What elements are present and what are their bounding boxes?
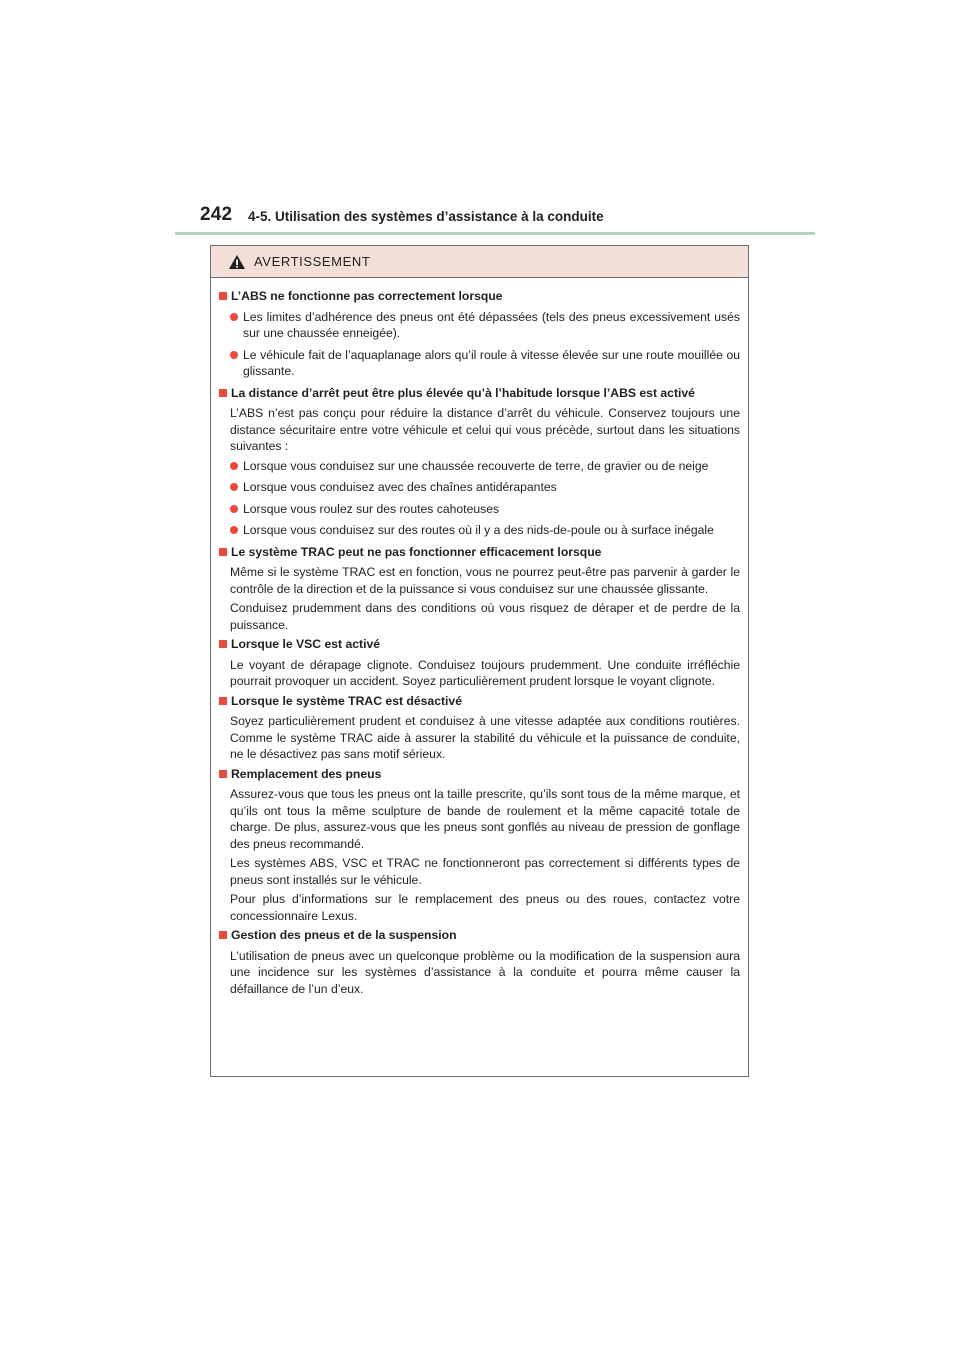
square-bullet-icon xyxy=(219,697,227,705)
circle-bullet-icon xyxy=(230,505,238,513)
circle-bullet-icon xyxy=(230,526,238,534)
warning-triangle-icon xyxy=(228,254,246,270)
section-heading: Lorsque le VSC est activé xyxy=(219,636,740,653)
section-heading: Lorsque le système TRAC est désactivé xyxy=(219,693,740,710)
section-vsc-active xyxy=(219,636,740,690)
warning-header xyxy=(211,246,748,278)
page-number: 242 xyxy=(200,204,233,225)
section-tire-replacement xyxy=(219,766,740,925)
section-title: 4-5. Utilisation des systèmes d’assistance à la conduite xyxy=(248,209,604,224)
paragraph: Soyez particulièrement prudent et conduisez à une vitesse adaptée aux conditions routières. Comme le système TRAC aide à assurer la stabilité du véhicule et la puissance de conduite, ne le désactivez pas sans motif sérieux. xyxy=(230,714,740,761)
page-header xyxy=(200,204,820,232)
section-heading: La distance d’arrêt peut être plus élevée qu’à l’habitude lorsque l’ABS est activé xyxy=(219,385,740,402)
section-heading: Gestion des pneus et de la suspension xyxy=(219,927,740,944)
circle-bullet-icon xyxy=(230,462,238,470)
list-item: Le véhicule fait de l’aquaplanage alors qu’il roule à vitesse élevée sur une route mouillée ou glissante. xyxy=(230,347,740,380)
list-item: Lorsque vous conduisez sur des routes où il y a des nids-de-poule ou à surface inégale xyxy=(230,522,740,539)
circle-bullet-icon xyxy=(230,483,238,491)
paragraph: L’ABS n’est pas conçu pour réduire la distance d’arrêt du véhicule. Conservez toujours une distance sécuritaire entre votre véhicule et celui qui vous précède, surtout dans les situations suivantes : xyxy=(230,406,740,453)
section-tire-suspension xyxy=(219,927,740,997)
warning-box xyxy=(210,245,749,1077)
paragraph: Les systèmes ABS, VSC et TRAC ne fonctionneront pas correctement si différents types de pneus sont installés sur le véhicule. xyxy=(230,856,740,887)
paragraph: Conduisez prudemment dans des conditions où vous risquez de déraper et de perdre de la puissance. xyxy=(230,601,740,632)
warning-body xyxy=(211,278,748,997)
list-item: Lorsque vous conduisez avec des chaînes antidérapantes xyxy=(230,479,740,496)
section-heading: Le système TRAC peut ne pas fonctionner efficacement lorsque xyxy=(219,544,740,561)
paragraph: Assurez-vous que tous les pneus ont la taille prescrite, qu’ils sont tous de la même marque, et qu’ils ont tous la même sculpture de bande de roulement et la même capacité totale de charge. De plus, assurez-vous que les pneus sont gonflés au niveau de pression de gonflage des pneus recommandé. xyxy=(230,787,740,851)
section-trac-ineffective xyxy=(219,544,740,634)
circle-bullet-icon xyxy=(230,351,238,359)
section-trac-off xyxy=(219,693,740,763)
square-bullet-icon xyxy=(219,640,227,648)
section-heading: Remplacement des pneus xyxy=(219,766,740,783)
square-bullet-icon xyxy=(219,548,227,556)
header-rule xyxy=(175,232,815,235)
paragraph: Pour plus d’informations sur le remplacement des pneus ou des roues, contactez votre concessionnaire Lexus. xyxy=(230,892,740,923)
square-bullet-icon xyxy=(219,770,227,778)
circle-bullet-icon xyxy=(230,313,238,321)
section-heading: L’ABS ne fonctionne pas correctement lorsque xyxy=(219,288,740,305)
list-item: Lorsque vous roulez sur des routes cahoteuses xyxy=(230,501,740,518)
square-bullet-icon xyxy=(219,931,227,939)
list-item: Les limites d’adhérence des pneus ont été dépassées (tels des pneus excessivement usés sur une chaussée enneigée). xyxy=(230,309,740,342)
list-item: Lorsque vous conduisez sur une chaussée recouverte de terre, de gravier ou de neige xyxy=(230,458,740,475)
square-bullet-icon xyxy=(219,389,227,397)
section-abs-malfunction xyxy=(219,288,740,380)
paragraph: Même si le système TRAC est en fonction, vous ne pourrez peut-être pas parvenir à garder le contrôle de la direction et de la puissance si vous conduisez sur une chaussée glissante. xyxy=(230,565,740,596)
warning-label: AVERTISSEMENT xyxy=(254,254,371,269)
paragraph: Le voyant de dérapage clignote. Conduisez toujours prudemment. Une conduite irréfléchie pourrait provoquer un accident. Soyez particulièrement prudent lorsque le voyant clignote. xyxy=(230,657,740,688)
paragraph: L’utilisation de pneus avec un quelconque problème ou la modification de la suspension aura une incidence sur les systèmes d’assistance à la conduite et pourra même causer la défaillance de l’un d’eux. xyxy=(230,948,740,996)
square-bullet-icon xyxy=(219,292,227,300)
section-stopping-distance xyxy=(219,385,740,539)
